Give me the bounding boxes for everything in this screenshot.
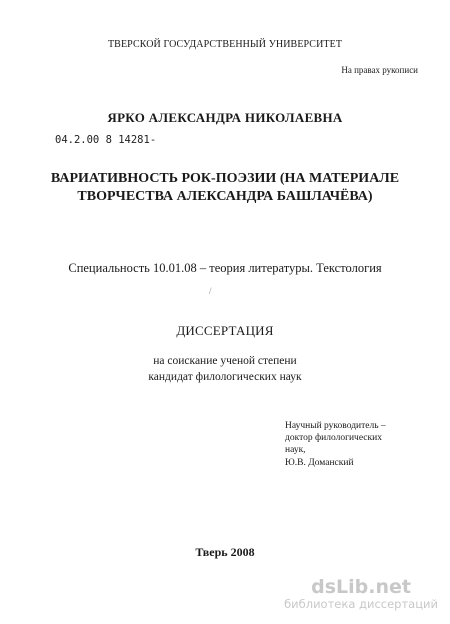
pen-mark: / bbox=[209, 286, 212, 296]
city-year: Тверь 2008 bbox=[195, 545, 255, 559]
advisor-line-1: Научный руководитель – bbox=[285, 421, 386, 431]
rights-note: На правах рукописи bbox=[341, 65, 418, 75]
watermark-logo: dsLib.net bbox=[311, 576, 411, 598]
degree-line-1: на соискание ученой степени bbox=[153, 355, 297, 367]
watermark-subtitle: библиотека диссертаций bbox=[284, 597, 438, 611]
advisor-name: Ю.В. Доманский bbox=[285, 458, 354, 468]
university-name: ТВЕРСКОЙ ГОСУДАРСТВЕННЫЙ УНИВЕРСИТЕТ bbox=[107, 39, 343, 50]
archive-stamp: 04.2.00 8 14281- bbox=[55, 134, 157, 146]
document-type: ДИССЕРТАЦИЯ bbox=[176, 323, 274, 338]
thesis-title-line-1: ВАРИАТИВНОСТЬ РОК-ПОЭЗИИ (НА МАТЕРИАЛЕ bbox=[50, 171, 400, 186]
dslib-watermark[interactable] bbox=[284, 577, 438, 611]
advisor-line-2: доктор филологических bbox=[285, 433, 382, 443]
author-name: ЯРКО АЛЕКСАНДРА НИКОЛАЕВНА bbox=[107, 110, 343, 125]
thesis-title-line-2: ТВОРЧЕСТВА АЛЕКСАНДРА БАШЛАЧЁВА) bbox=[77, 189, 373, 204]
degree-line-2: кандидат филологических наук bbox=[148, 371, 302, 383]
advisor-line-3: наук, bbox=[285, 445, 306, 455]
specialty: Специальность 10.01.08 – теория литературы. Текстология bbox=[68, 261, 382, 275]
